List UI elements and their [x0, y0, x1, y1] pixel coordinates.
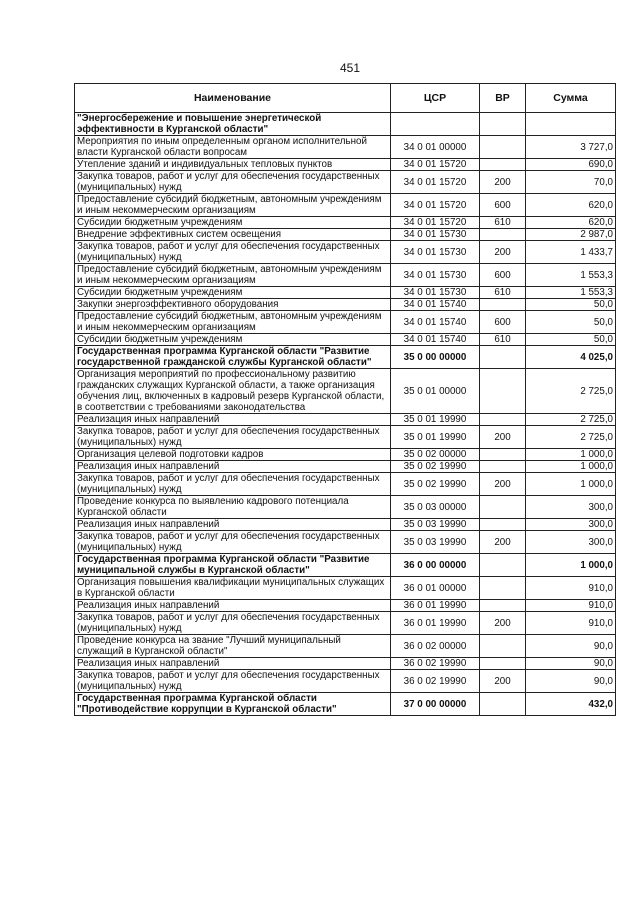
cell-vr: 600	[480, 194, 526, 217]
cell-name: Закупка товаров, работ и услуг для обеспечения государственных (муниципальных) нужд	[75, 171, 391, 194]
cell-name: Внедрение эффективных систем освещения	[75, 229, 391, 241]
cell-csr: 35 0 02 19990	[391, 473, 480, 496]
table-row	[75, 577, 616, 600]
cell-name: Субсидии бюджетным учреждениям	[75, 287, 391, 299]
cell-vr: 200	[480, 171, 526, 194]
cell-name: Организация целевой подготовки кадров	[75, 449, 391, 461]
cell-csr: 37 0 00 00000	[391, 693, 480, 716]
cell-vr: 200	[480, 473, 526, 496]
budget-table	[74, 83, 616, 716]
cell-vr	[480, 299, 526, 311]
cell-vr	[480, 577, 526, 600]
cell-csr: 36 0 00 00000	[391, 554, 480, 577]
cell-name: Закупка товаров, работ и услуг для обеспечения государственных (муниципальных) нужд	[75, 426, 391, 449]
cell-name: Реализация иных направлений	[75, 461, 391, 473]
cell-sum: 1 553,3	[526, 287, 616, 299]
cell-csr: 35 0 03 19990	[391, 519, 480, 531]
cell-sum: 2 725,0	[526, 426, 616, 449]
table-row	[75, 600, 616, 612]
cell-sum: 620,0	[526, 194, 616, 217]
cell-csr: 35 0 01 19990	[391, 414, 480, 426]
cell-vr: 600	[480, 264, 526, 287]
table-row	[75, 496, 616, 519]
table-row	[75, 670, 616, 693]
cell-name: Государственная программа Курганской области "Развитие государственной гражданской службы Курганской области"	[75, 346, 391, 369]
cell-vr	[480, 113, 526, 136]
cell-vr	[480, 229, 526, 241]
table-row	[75, 287, 616, 299]
cell-csr: 35 0 01 19990	[391, 426, 480, 449]
cell-sum: 1 553,3	[526, 264, 616, 287]
header-csr: ЦСР	[391, 84, 480, 113]
cell-name: Закупка товаров, работ и услуг для обеспечения государственных (муниципальных) нужд	[75, 670, 391, 693]
cell-csr: 36 0 02 00000	[391, 635, 480, 658]
cell-csr: 34 0 01 15720	[391, 159, 480, 171]
table-row	[75, 241, 616, 264]
cell-sum: 1 433,7	[526, 241, 616, 264]
cell-name: Закупка товаров, работ и услуг для обеспечения государственных (муниципальных) нужд	[75, 612, 391, 635]
cell-name: Закупки энергоэффективного оборудования	[75, 299, 391, 311]
cell-sum: 1 000,0	[526, 449, 616, 461]
table-row	[75, 554, 616, 577]
cell-vr	[480, 461, 526, 473]
cell-name: Организация мероприятий по профессиональному развитию гражданских служащих Курганской области, а также организация обучения лиц, включенных в кадровый резерв Курганской области, в соответствии с требованиями законодательства	[75, 369, 391, 414]
cell-sum: 432,0	[526, 693, 616, 716]
cell-vr: 200	[480, 241, 526, 264]
table-row	[75, 612, 616, 635]
cell-csr: 34 0 01 15720	[391, 217, 480, 229]
cell-sum: 70,0	[526, 171, 616, 194]
cell-name: Государственная программа Курганской области "Противодействие коррупции в Курганской области"	[75, 693, 391, 716]
cell-csr: 34 0 01 15720	[391, 171, 480, 194]
cell-csr	[391, 113, 480, 136]
cell-sum: 1 000,0	[526, 461, 616, 473]
cell-csr: 34 0 01 15730	[391, 241, 480, 264]
cell-sum: 2 987,0	[526, 229, 616, 241]
cell-csr: 36 0 02 19990	[391, 658, 480, 670]
cell-name: Предоставление субсидий бюджетным, автономным учреждениям и иным некоммерческим организациям	[75, 311, 391, 334]
table-row	[75, 658, 616, 670]
table-header-row	[75, 84, 616, 113]
header-sum: Сумма	[526, 84, 616, 113]
cell-vr	[480, 449, 526, 461]
cell-csr: 35 0 00 00000	[391, 346, 480, 369]
cell-name: Государственная программа Курганской области "Развитие муниципальной службы в Курганской области"	[75, 554, 391, 577]
cell-sum	[526, 113, 616, 136]
cell-csr: 34 0 01 15730	[391, 287, 480, 299]
cell-name: Предоставление субсидий бюджетным, автономным учреждениям и иным некоммерческим организациям	[75, 194, 391, 217]
cell-sum: 3 727,0	[526, 136, 616, 159]
table-row	[75, 414, 616, 426]
cell-sum: 50,0	[526, 334, 616, 346]
cell-name: Реализация иных направлений	[75, 600, 391, 612]
cell-csr: 35 0 02 00000	[391, 449, 480, 461]
cell-sum: 300,0	[526, 496, 616, 519]
cell-sum: 50,0	[526, 299, 616, 311]
header-vr: ВР	[480, 84, 526, 113]
table-row	[75, 113, 616, 136]
cell-csr: 36 0 01 19990	[391, 600, 480, 612]
cell-vr	[480, 136, 526, 159]
table-row	[75, 461, 616, 473]
cell-csr: 36 0 01 00000	[391, 577, 480, 600]
table-row	[75, 334, 616, 346]
page-number: 451	[339, 61, 361, 75]
cell-vr: 200	[480, 531, 526, 554]
cell-name: Организация повышения квалификации муниципальных служащих в Курганской области	[75, 577, 391, 600]
cell-name: Субсидии бюджетным учреждениям	[75, 217, 391, 229]
cell-csr: 36 0 02 19990	[391, 670, 480, 693]
cell-name: Закупка товаров, работ и услуг для обеспечения государственных (муниципальных) нужд	[75, 531, 391, 554]
cell-name: Субсидии бюджетным учреждениям	[75, 334, 391, 346]
table-row	[75, 519, 616, 531]
cell-name: "Энергосбережение и повышение энергетической эффективности в Курганской области"	[75, 113, 391, 136]
cell-csr: 34 0 01 15740	[391, 299, 480, 311]
cell-sum: 690,0	[526, 159, 616, 171]
table-row	[75, 346, 616, 369]
cell-vr: 610	[480, 334, 526, 346]
cell-csr: 34 0 01 15730	[391, 264, 480, 287]
table-row	[75, 264, 616, 287]
cell-vr	[480, 635, 526, 658]
cell-name: Реализация иных направлений	[75, 519, 391, 531]
cell-sum: 620,0	[526, 217, 616, 229]
cell-csr: 35 0 03 19990	[391, 531, 480, 554]
header-name: Наименование	[75, 84, 391, 113]
cell-sum: 2 725,0	[526, 369, 616, 414]
cell-vr	[480, 369, 526, 414]
table-body	[75, 113, 616, 716]
cell-vr	[480, 600, 526, 612]
table-row	[75, 635, 616, 658]
cell-csr: 35 0 02 19990	[391, 461, 480, 473]
cell-name: Проведение конкурса по выявлению кадрового потенциала Курганской области	[75, 496, 391, 519]
table-row	[75, 693, 616, 716]
table-row	[75, 473, 616, 496]
cell-name: Закупка товаров, работ и услуг для обеспечения государственных (муниципальных) нужд	[75, 473, 391, 496]
cell-vr	[480, 346, 526, 369]
cell-sum: 90,0	[526, 670, 616, 693]
table-row	[75, 229, 616, 241]
table-row	[75, 159, 616, 171]
cell-name: Закупка товаров, работ и услуг для обеспечения государственных (муниципальных) нужд	[75, 241, 391, 264]
table-row	[75, 369, 616, 414]
cell-name: Мероприятия по иным определенным органом исполнительной власти Курганской области вопросам	[75, 136, 391, 159]
cell-csr: 34 0 01 00000	[391, 136, 480, 159]
cell-sum: 910,0	[526, 600, 616, 612]
cell-name: Реализация иных направлений	[75, 658, 391, 670]
cell-sum: 910,0	[526, 577, 616, 600]
cell-csr: 34 0 01 15740	[391, 311, 480, 334]
table-row	[75, 136, 616, 159]
cell-sum: 300,0	[526, 531, 616, 554]
table-row	[75, 299, 616, 311]
cell-vr: 600	[480, 311, 526, 334]
cell-vr	[480, 554, 526, 577]
cell-sum: 300,0	[526, 519, 616, 531]
cell-vr	[480, 496, 526, 519]
cell-vr: 200	[480, 612, 526, 635]
cell-sum: 910,0	[526, 612, 616, 635]
cell-name: Утепление зданий и индивидуальных тепловых пунктов	[75, 159, 391, 171]
cell-sum: 2 725,0	[526, 414, 616, 426]
table-row	[75, 449, 616, 461]
cell-csr: 34 0 01 15740	[391, 334, 480, 346]
cell-csr: 34 0 01 15720	[391, 194, 480, 217]
table-row	[75, 171, 616, 194]
cell-vr	[480, 658, 526, 670]
cell-csr: 36 0 01 19990	[391, 612, 480, 635]
cell-name: Реализация иных направлений	[75, 414, 391, 426]
cell-vr	[480, 519, 526, 531]
cell-vr	[480, 159, 526, 171]
cell-vr: 200	[480, 426, 526, 449]
table-row	[75, 426, 616, 449]
cell-sum: 1 000,0	[526, 473, 616, 496]
cell-sum: 90,0	[526, 658, 616, 670]
cell-vr: 200	[480, 670, 526, 693]
cell-name: Предоставление субсидий бюджетным, автономным учреждениям и иным некоммерческим организациям	[75, 264, 391, 287]
table-row	[75, 194, 616, 217]
cell-name: Проведение конкурса на звание "Лучший муниципальный служащий в Курганской области"	[75, 635, 391, 658]
cell-sum: 90,0	[526, 635, 616, 658]
table-row	[75, 217, 616, 229]
cell-vr: 610	[480, 287, 526, 299]
table-row	[75, 531, 616, 554]
cell-csr: 35 0 01 00000	[391, 369, 480, 414]
table-row	[75, 311, 616, 334]
cell-sum: 4 025,0	[526, 346, 616, 369]
cell-vr	[480, 693, 526, 716]
cell-vr: 610	[480, 217, 526, 229]
cell-sum: 1 000,0	[526, 554, 616, 577]
cell-csr: 34 0 01 15730	[391, 229, 480, 241]
cell-sum: 50,0	[526, 311, 616, 334]
cell-vr	[480, 414, 526, 426]
cell-csr: 35 0 03 00000	[391, 496, 480, 519]
